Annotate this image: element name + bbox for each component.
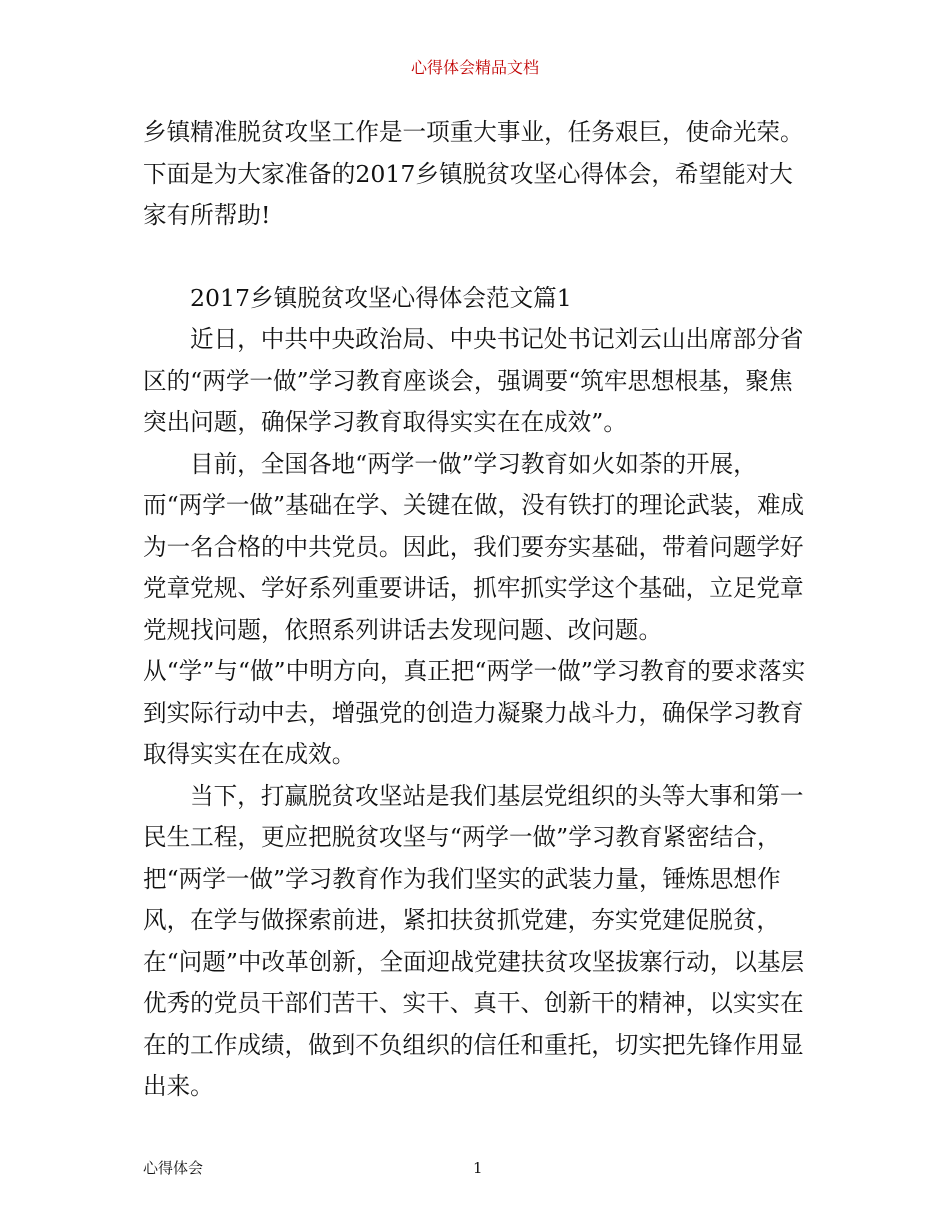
body-paragraph-1: 近日，中共中央政治局、中央书记处书记刘云山出席部分省区的“两学一做”学习教育座谈会，强调要“筑牢思想根基，聚焦突出问题，确保学习教育取得实实在在成效”。	[143, 325, 804, 436]
page-number: 1	[473, 1159, 483, 1177]
footer-label: 心得体会	[143, 1159, 204, 1177]
body-paragraph-2: 目前，全国各地“两学一做”学习教育如火如荼的开展，而“两学一做”基础在学、关键在做，没有铁打的理论武装，难成为一名合格的中共党员。因此，我们要夯实基础，带着问题学好党章党规、学好系列重要讲话，抓牢抓实学这个基础，立足党章党规找问题，依照系列讲话去发现问题、改问题。	[143, 449, 805, 644]
body-paragraph-4: 当下，打赢脱贫攻坚站是我们基层党组织的头等大事和第一民生工程，更应把脱贫攻坚与“两学一做”学习教育紧密结合，把“两学一做”学习教育作为我们坚实的武装力量，锤炼思想作风，在学与做探索前进，紧扣扶贫抓党建，夯实党建促脱贫，在“问题”中改革创新，全面迎战党建扶贫攻坚拔寨行动，以基层优秀的党员干部们苦干、实干、真干、创新干的精神，以实实在在的工作成绩，做到不负组织的信任和重托，切实把先锋作用显出来。	[143, 781, 805, 1100]
section-title: 2017乡镇脱贫攻坚心得体会范文篇1	[190, 283, 572, 312]
body-paragraph-3: 从“学”与“做”中明方向，真正把“两学一做”学习教育的要求落实到实际行动中去，增强党的创造力凝聚力战斗力，确保学习教育取得实实在在成效。	[143, 657, 806, 768]
page-header-title: 心得体会精品文档	[410, 58, 539, 77]
intro-paragraph: 乡镇精准脱贫攻坚工作是一项重大事业，任务艰巨，使命光荣。下面是为大家准备的2017乡镇脱贫攻坚心得体会，希望能对大家有所帮助!	[143, 118, 804, 229]
page-footer	[143, 1158, 811, 1178]
document-body	[143, 112, 811, 1108]
